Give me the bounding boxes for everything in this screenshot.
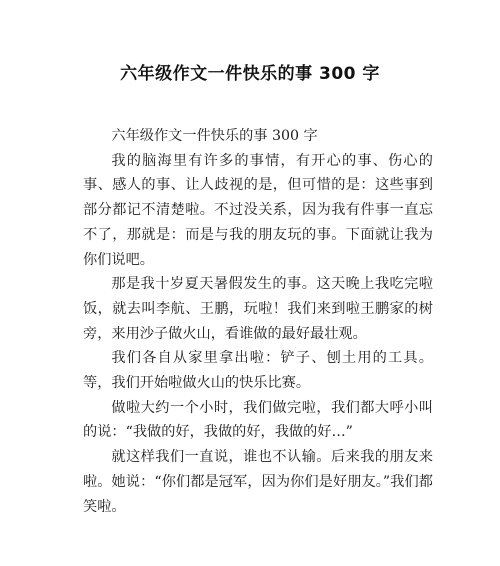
paragraph-1: 我的脑海里有许多的事情，有开心的事、伤心的事、感人的事、让人歧视的是，但可惜的是：这些事到部分都记不清楚啦。不过没关系，因为我有件事一直忘不了，那就是：而是与我的朋友玩的事。下面就让我为你们说吧。 (83, 152, 433, 268)
document-subtitle: 六年级作文一件快乐的事 300 字 (111, 128, 318, 144)
document-body (83, 124, 433, 519)
paragraph-5: 就这样我们一直说，谁也不认输。后来我的朋友来啦。她说：“你们都是冠军，因为你们是好朋友。”我们都笑啦。 (83, 449, 433, 515)
paragraph-3: 我们各自从家里拿出啦：铲子、刨土用的工具。等，我们开始啦做火山的快乐比赛。 (83, 350, 433, 392)
paragraph-2: 那是我十岁夏天暑假发生的事。这天晚上我吃完啦饭，就去叫李航、王鹏，玩啦！我们来到啦王鹏家的树旁，来用沙子做火山，看谁做的最好最壮观。 (83, 276, 433, 342)
paragraph-4: 做啦大约一个小时，我们做完啦，我们都大呼小叫的说：“我做的好，我做的好，我做的好…” (83, 399, 433, 441)
document-title: 六年级作文一件快乐的事 300 字 (120, 64, 380, 84)
